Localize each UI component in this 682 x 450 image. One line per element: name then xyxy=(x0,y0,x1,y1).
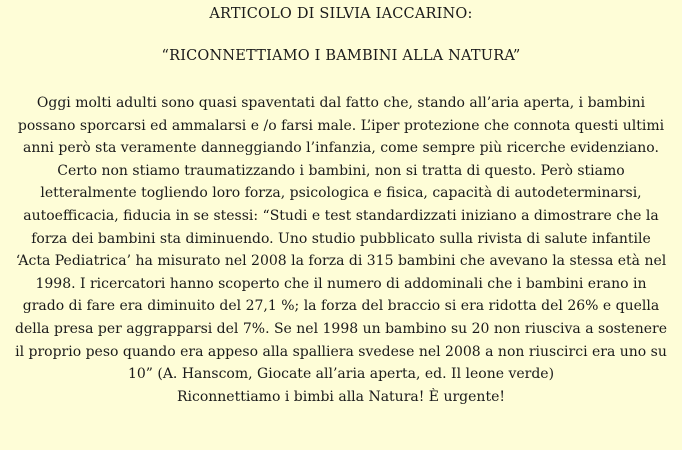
body-line: ‘Acta Pediatrica’ ha misurato nel 2008 la forza di 315 bambini che avevano la stessa età nel xyxy=(15,253,667,270)
body-line: Oggi molti adulti sono quasi spaventati dal fatto che, stando all’aria aperta, i bambini xyxy=(36,95,646,111)
article-title: “RICONNETTIAMO I BAMBINI ALLA NATURA” xyxy=(161,48,521,64)
body-line: 10” (A. Hanscom, Giocate all’aria aperta, ed. Il leone verde) xyxy=(127,366,555,383)
body-line: il proprio peso quando era appeso alla spalliera svedese nel 2008 a non riuscirci era uno su xyxy=(15,343,667,360)
article-closing: Riconnettiamo i bimbi alla Natura! È urgente! xyxy=(176,388,505,405)
article-body xyxy=(6,92,676,386)
body-line: autoefficacia, fiducia in se stessi: “Studi e test standardizzati iniziano a dimostrare che la xyxy=(23,207,659,224)
article-heading: ARTICOLO DI SILVIA IACCARINO: xyxy=(209,6,473,22)
body-line: letteralmente togliendo loro forza, psicologica e fisica, capacità di autodeterminarsi, xyxy=(40,185,642,202)
body-line: della presa per aggrapparsi del 7%. Se nel 1998 un bambino su 20 non riusciva a sostenere xyxy=(14,320,668,337)
body-line: grado di fare era diminuito del 27,1 %; la forza del braccio si era ridotta del 26% e quella xyxy=(22,298,660,315)
body-line: anni però sta veramente danneggiando l’infanzia, come sempre più ricerche evidenziano. xyxy=(23,140,659,157)
body-line: forza dei bambini sta diminuendo. Uno studio pubblicato sulla rivista di salute infantile xyxy=(31,230,651,247)
body-line: Certo non stiamo traumatizzando i bambini, non si tratta di questo. Però stiamo xyxy=(57,162,625,179)
body-line: possano sporcarsi ed ammalarsi e /o farsi male. L’iper protezione che connota questi ultimi xyxy=(17,117,665,134)
body-line: 1998. I ricercatori hanno scoperto che il numero di addominali che i bambini erano in xyxy=(35,275,647,292)
